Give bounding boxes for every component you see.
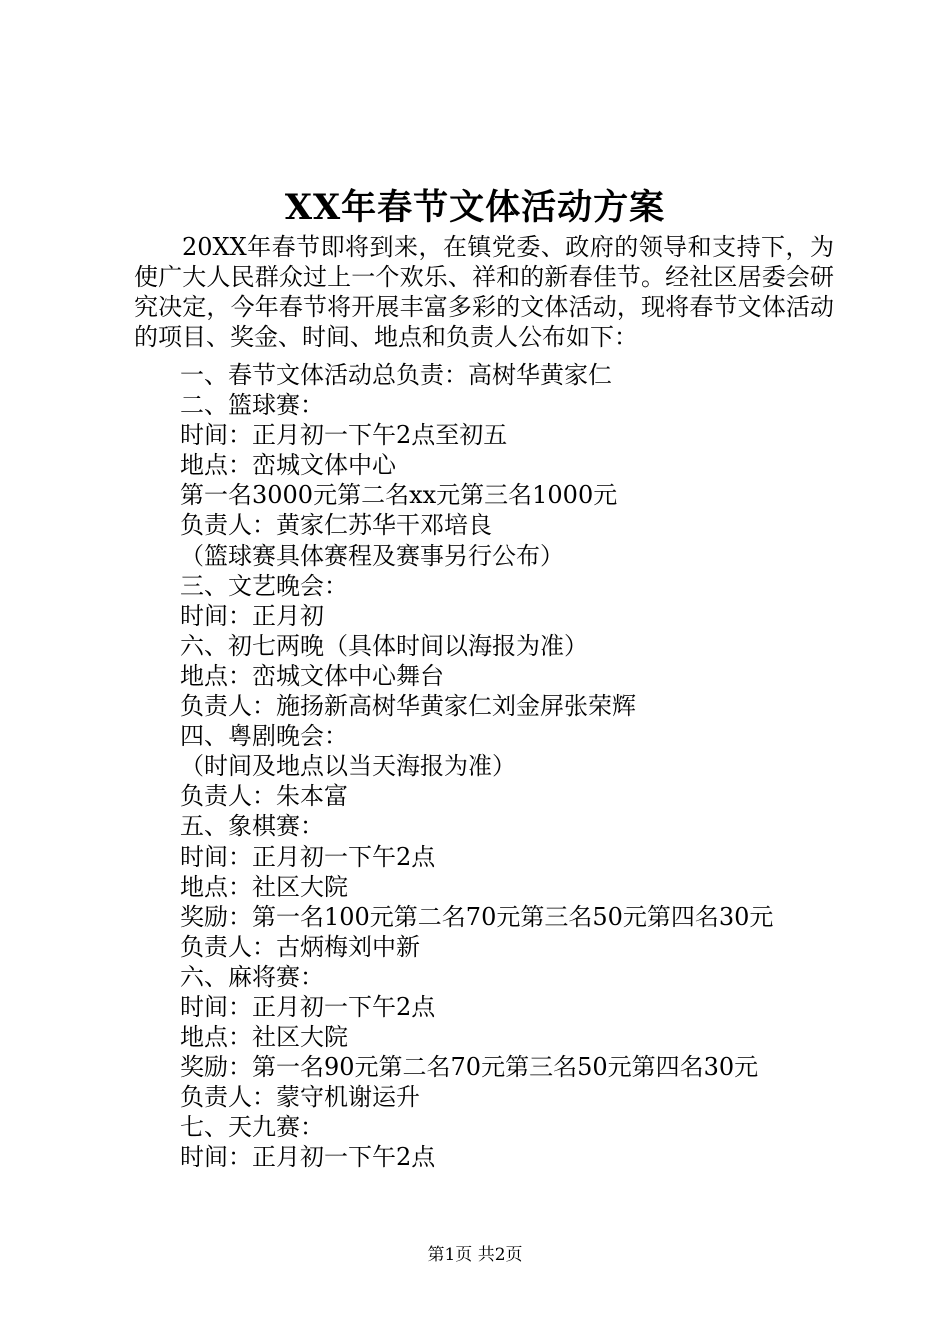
- intro-paragraph: 20XX年春节即将到来，在镇党委、政府的领导和支持下，为使广大人民群众过上一个欢乐、祥和的新春佳节。经社区居委会研究决定，今年春节将开展丰富多彩的文体活动，现将春节文体活动的项目、奖金、时间、地点和负责人公布如下：: [134, 233, 834, 351]
- list-item: 负责人：施扬新高树华黄家仁刘金屏张荣辉: [180, 692, 636, 721]
- list-item: 地点：峦城文体中心: [180, 451, 396, 480]
- list-item: 七、天九赛：: [180, 1113, 324, 1142]
- list-item: 负责人：黄家仁苏华干邓培良: [180, 511, 492, 540]
- page-footer: 第1页 共2页: [427, 1245, 523, 1265]
- list-item: 地点：社区大院: [180, 1023, 348, 1052]
- list-item: 四、粤剧晚会：: [180, 722, 348, 751]
- list-item: 地点：社区大院: [180, 872, 348, 901]
- list-item: 一、春节文体活动总负责：高树华黄家仁: [180, 361, 612, 389]
- document-title: XX年春节文体活动方案: [284, 187, 666, 228]
- list-item: （篮球赛具体赛程及赛事另行公布）: [180, 541, 564, 570]
- list-item: 时间：正月初一下午2点: [180, 992, 436, 1021]
- list-item: 二、篮球赛：: [180, 391, 324, 420]
- list-item: 时间：正月初一下午2点: [180, 1143, 436, 1172]
- list-item: 负责人：古炳梅刘中新: [180, 932, 420, 961]
- list-item: 时间：正月初一下午2点: [180, 842, 436, 871]
- list-item: 负责人：朱本富: [180, 782, 348, 811]
- list-item: 三、文艺晚会：: [180, 571, 348, 600]
- list-item: 地点：峦城文体中心舞台: [180, 661, 444, 690]
- list-item: 时间：正月初: [180, 601, 324, 630]
- list-item: （时间及地点以当天海报为准）: [180, 752, 516, 781]
- list-item: 六、初七两晚（具体时间以海报为准）: [180, 631, 588, 660]
- list-item: 第一名3000元第二名xx元第三名1000元: [180, 481, 618, 510]
- list-item: 奖励：第一名90元第二名70元第三名50元第四名30元: [180, 1053, 759, 1082]
- list-item: 六、麻将赛：: [180, 962, 324, 991]
- list-item: 奖励：第一名100元第二名70元第三名50元第四名30元: [180, 902, 774, 931]
- list-item: 负责人：蒙守机谢运升: [180, 1083, 420, 1112]
- activity-list: [180, 360, 880, 1173]
- list-item: 时间：正月初一下午2点至初五: [180, 421, 508, 450]
- list-item: 五、象棋赛：: [180, 812, 324, 841]
